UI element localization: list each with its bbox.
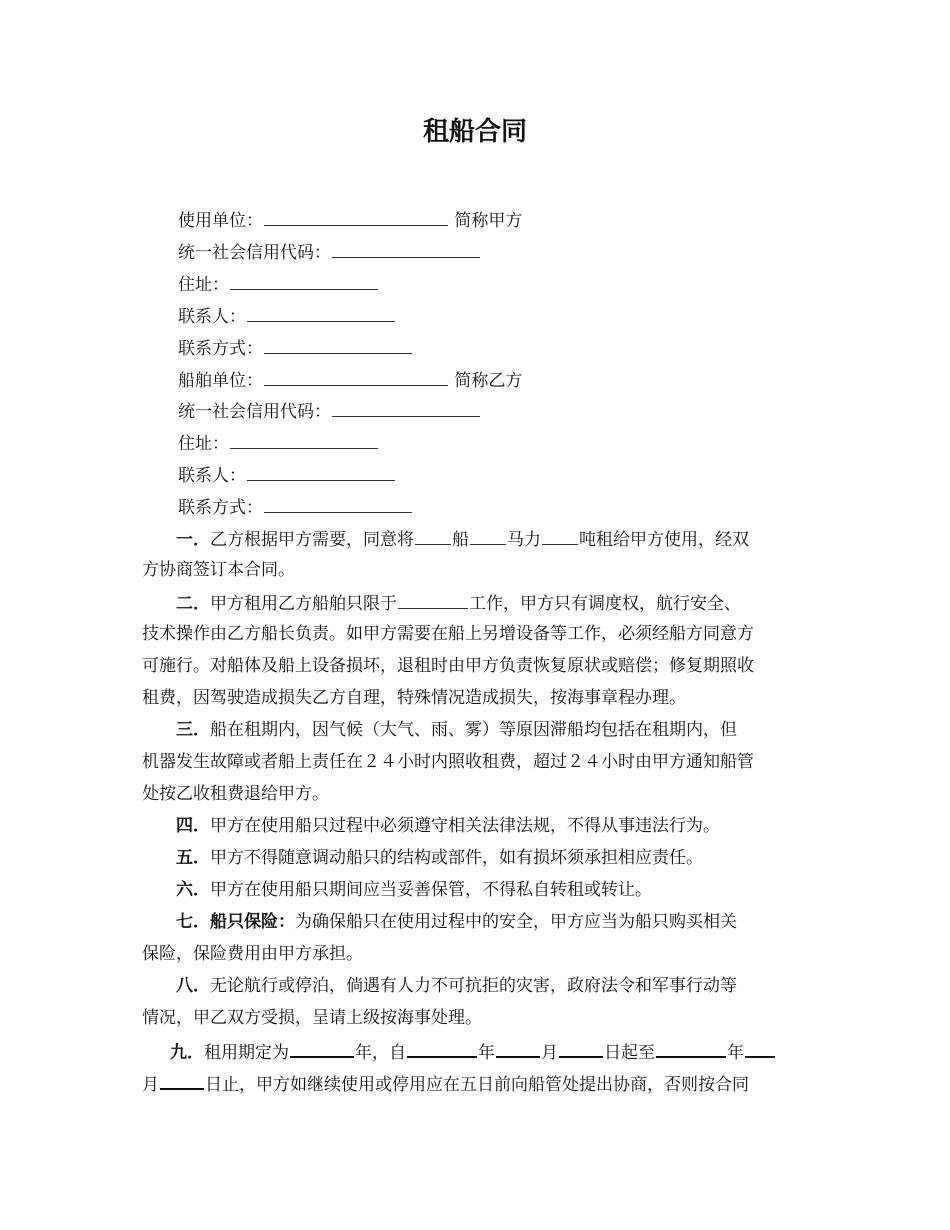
party-b-address-blank[interactable] (230, 430, 378, 449)
party-a-unit-suffix: 简称甲方 (454, 211, 523, 231)
clause-2-work-blank[interactable] (398, 590, 468, 609)
clause-9-line-2 (142, 1070, 822, 1097)
clause-1-text-1: 乙方根据甲方需要，同意将 (210, 530, 414, 550)
party-b-address-label: 住址： (178, 434, 229, 454)
party-b-phone-field (178, 494, 413, 520)
clause-2-line-3: 可施行。对船体及船上设备损坏，退租时由甲方负责恢复原状或赔偿；修复期照收 (142, 656, 754, 676)
clause-9-text-1: 租用期定为 (204, 1043, 289, 1063)
clause-9-number: 九． (170, 1043, 204, 1063)
clause-6-text: 甲方在使用船只期间应当妥善保管，不得私自转租或转让。 (210, 880, 652, 900)
clause-4-text: 甲方在使用船只过程中必须遵守相关法律法规，不得从事违法行为。 (210, 816, 720, 836)
clause-1-text-3: 马力 (507, 530, 541, 550)
party-a-code-field (178, 239, 481, 265)
clause-2-line-2: 技术操作由乙方船长负责。如甲方需要在船上另增设备等工作，必须经船方同意方 (142, 624, 754, 644)
clause-7-line-2: 保险，保险费用由甲方承担。 (142, 944, 363, 964)
party-a-code-label: 统一社会信用代码： (178, 243, 331, 263)
clause-1-number: 一． (176, 530, 210, 550)
clause-9-years-blank[interactable] (290, 1038, 354, 1058)
clause-9-text-4: 月 (541, 1043, 558, 1063)
clause-7-heading: 船只保险： (210, 912, 295, 932)
clause-8-number: 八． (176, 976, 210, 996)
party-b-contact-label: 联系人： (178, 466, 246, 486)
clause-3-number: 三． (176, 720, 210, 740)
party-b-unit-blank[interactable] (264, 367, 448, 386)
clause-3-line-1 (142, 718, 822, 742)
clause-1-line-1 (142, 526, 822, 552)
party-a-contact-blank[interactable] (247, 303, 395, 322)
clause-9-text-7: 月 (142, 1075, 159, 1095)
clause-9-start-year-blank[interactable] (407, 1038, 477, 1058)
party-a-phone-label: 联系方式： (178, 339, 263, 359)
clause-5-number: 五． (176, 848, 210, 868)
party-a-address-label: 住址： (178, 275, 229, 295)
party-a-contact-label: 联系人： (178, 307, 246, 327)
party-a-code-blank[interactable] (332, 239, 480, 258)
clause-7-line-1 (142, 910, 822, 934)
party-b-unit-suffix: 简称乙方 (454, 371, 523, 391)
party-a-unit-field (178, 207, 522, 233)
party-b-code-field (178, 398, 481, 424)
clause-9-start-day-blank[interactable] (559, 1038, 603, 1058)
clause-9-end-year-blank[interactable] (656, 1038, 726, 1058)
party-b-unit-label: 船舶单位： (178, 371, 263, 391)
clause-7-text-1: 为确保船只在使用过程中的安全，甲方应当为船只购买相关 (295, 912, 737, 932)
party-a-contact-field (178, 303, 396, 329)
clause-9-text-6: 年 (727, 1043, 744, 1063)
clause-9-line-1 (142, 1038, 822, 1065)
party-a-phone-blank[interactable] (264, 335, 412, 354)
party-b-code-label: 统一社会信用代码： (178, 402, 331, 422)
clause-2-text-2: 工作，甲方只有调度权，航行安全、 (469, 594, 741, 614)
clause-2-line-4: 租费，因驾驶造成损失乙方自理，特殊情况造成损失，按海事章程办理。 (142, 688, 686, 708)
party-a-phone-field (178, 335, 413, 361)
clause-1-ton-blank[interactable] (542, 526, 578, 545)
party-b-contact-field (178, 462, 396, 488)
clause-3-line-2: 机器发生故障或者船上责任在２４小时内照收租费，超过２４小时由甲方通知船管 (142, 752, 754, 772)
clause-2-number: 二． (176, 594, 210, 614)
clause-2-text-1: 甲方租用乙方船舶只限于 (210, 594, 397, 614)
clause-5-line-1 (142, 846, 822, 870)
clause-1-ship-blank[interactable] (415, 526, 451, 545)
party-b-phone-blank[interactable] (264, 494, 412, 513)
party-a-address-blank[interactable] (230, 271, 378, 290)
party-b-code-blank[interactable] (332, 398, 480, 417)
document-title: 租船合同 (422, 117, 527, 147)
clause-9-text-8: 日止，甲方如继续使用或停用应在五日前向船管处提出协商，否则按合同 (205, 1075, 749, 1095)
clause-8-text-1: 无论航行或停泊，倘遇有人力不可抗拒的灾害，政府法令和军事行动等 (210, 976, 737, 996)
clause-9-start-month-blank[interactable] (496, 1038, 540, 1058)
clause-9-end-day-blank[interactable] (160, 1070, 204, 1090)
party-a-address-field (178, 271, 379, 297)
clause-4-line-1 (142, 814, 822, 838)
clause-8-line-2: 情况，甲乙双方受损，呈请上级按海事处理。 (142, 1008, 482, 1028)
clause-6-number: 六． (176, 880, 210, 900)
clause-1-text-4: 吨租给甲方使用，经双 (579, 530, 749, 550)
clause-9-text-3: 年 (478, 1043, 495, 1063)
clause-3-text-1: 船在租期内，因气候（大气、雨、雾）等原因滞船均包括在租期内，但 (210, 720, 737, 740)
clause-5-text: 甲方不得随意调动船只的结构或部件，如有损坏须承担相应责任。 (210, 848, 703, 868)
clause-2-line-1 (142, 590, 822, 616)
clause-7-number: 七． (176, 912, 210, 932)
clause-6-line-1 (142, 878, 822, 902)
party-b-address-field (178, 430, 379, 456)
party-b-phone-label: 联系方式： (178, 498, 263, 518)
clause-1-text-2: 船 (452, 530, 469, 550)
party-a-unit-label: 使用单位： (178, 211, 263, 231)
clause-4-number: 四． (176, 816, 210, 836)
clause-8-line-1 (142, 974, 822, 998)
clause-9-end-month-blank[interactable] (745, 1038, 775, 1058)
clause-1-power-blank[interactable] (470, 526, 506, 545)
party-b-unit-field (178, 367, 522, 393)
party-b-contact-blank[interactable] (247, 462, 395, 481)
party-a-unit-blank[interactable] (264, 207, 448, 226)
clause-3-line-3: 处按乙收租费退给甲方。 (142, 784, 329, 804)
clause-1-line-2: 方协商签订本合同。 (142, 560, 295, 580)
clause-9-text-2: 年，自 (355, 1043, 406, 1063)
clause-9-text-5: 日起至 (604, 1043, 655, 1063)
